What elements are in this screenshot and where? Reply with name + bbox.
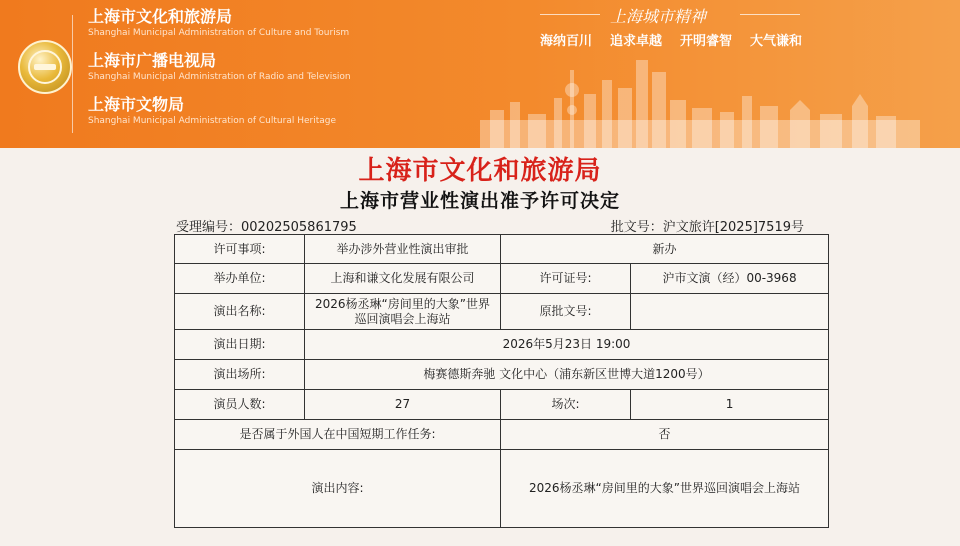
sessions-label: 场次: (501, 390, 631, 420)
table-row (175, 360, 829, 390)
performers-label: 演员人数: (175, 390, 305, 420)
org-radio-tv[interactable] (88, 52, 351, 83)
table-row (175, 420, 829, 450)
org-name-en: Shanghai Municipal Administration of Culture and Tourism (88, 28, 350, 38)
table-row (175, 235, 829, 264)
content-value: 2026杨丞琳“房间里的大象”世界巡回演唱会上海站 (501, 450, 829, 528)
org-name-cn: 上海市文物局 (88, 95, 185, 114)
org-name-en: Shanghai Municipal Administration of Cultural Heritage (88, 116, 336, 126)
item-value: 举办涉外营业性演出审批 (305, 235, 501, 264)
table-row (175, 450, 829, 528)
organizer-value: 上海和谦文化发展有限公司 (305, 264, 501, 294)
shanghai-skyline-icon (480, 50, 920, 148)
table-row (175, 294, 829, 330)
org-name-en: Shanghai Municipal Administration of Radio and Television (88, 72, 351, 82)
venue-value: 梅赛德斯奔驰 文化中心（浦东新区世博大道1200号） (305, 360, 829, 390)
header-divider (72, 15, 73, 133)
site-header (0, 0, 960, 148)
org-culture-tourism[interactable] (88, 8, 349, 39)
acceptance-number: 受理编号：00202505861795 (176, 220, 357, 235)
performers-value: 27 (305, 390, 501, 420)
license-value: 沪市文演（经）00-3968 (631, 264, 829, 294)
table-row (175, 264, 829, 294)
spirit-line-right (740, 14, 800, 15)
organizer-label: 举办单位: (175, 264, 305, 294)
city-spirit-title: 上海城市精神 (610, 7, 707, 26)
foreign-work-label: 是否属于外国人在中国短期工作任务: (175, 420, 501, 450)
motto-item: 大气谦和 (750, 34, 803, 49)
permit-table (174, 234, 829, 528)
org-name-cn: 上海市广播电视局 (88, 51, 217, 70)
bureau-emblem-icon (18, 40, 72, 94)
city-mottos (540, 30, 802, 49)
venue-label: 演出场所: (175, 360, 305, 390)
show-name-value: 2026杨丞琳“房间里的大象”世界巡回演唱会上海站 (305, 294, 501, 330)
show-name-label: 演出名称: (175, 294, 305, 330)
motto-item: 海纳百川 (540, 34, 593, 49)
table-row (175, 330, 829, 360)
content-label: 演出内容: (175, 450, 501, 528)
spirit-line-left (540, 14, 600, 15)
date-label: 演出日期: (175, 330, 305, 360)
issuer-title: 上海市文化和旅游局 (358, 156, 602, 186)
sessions-value: 1 (631, 390, 829, 420)
orig-approval-label: 原批文号: (501, 294, 631, 330)
license-label: 许可证号: (501, 264, 631, 294)
motto-item: 开明睿智 (680, 34, 733, 49)
table-row (175, 390, 829, 420)
date-value: 2026年5月23日 19:00 (305, 330, 829, 360)
item-label: 许可事项: (175, 235, 305, 264)
document-title: 上海市营业性演出准予许可决定 (339, 190, 620, 212)
motto-item: 追求卓越 (610, 34, 663, 49)
approval-number: 批文号：沪文旅许[2025]7519号 (610, 220, 804, 235)
foreign-work-value: 否 (501, 420, 829, 450)
org-cultural-heritage[interactable] (88, 96, 336, 127)
item-status: 新办 (501, 235, 829, 264)
orig-approval-value (631, 294, 829, 330)
org-name-cn: 上海市文化和旅游局 (88, 7, 233, 26)
